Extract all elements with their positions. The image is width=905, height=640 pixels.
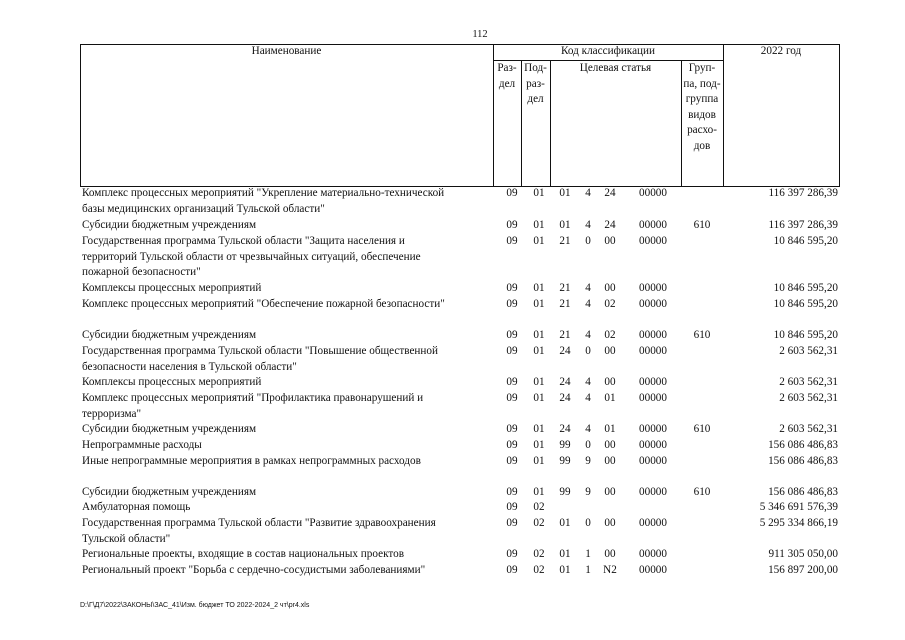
row-razdel: 09 (506, 517, 518, 529)
file-path-footer: D:\Г\Д7\2022\ЗАКОНЫ\ЗАС_41\Изм. бюджет ТО 2022-2024_2 чт\pr4.xls (80, 602, 310, 609)
row-t1: 24 (559, 423, 571, 435)
row-t4: 00000 (639, 187, 667, 199)
row-podrazdel: 01 (533, 298, 545, 310)
row-t1: 01 (559, 187, 571, 199)
row-podrazdel: 02 (533, 517, 545, 529)
row-t3: 00 (604, 548, 616, 560)
row-amount: 2 603 562,31 (779, 345, 838, 357)
row-name-line: базы медицинских организаций Тульской области" (82, 202, 325, 215)
row-podrazdel: 02 (533, 564, 545, 576)
row-name (82, 281, 492, 297)
row-t3: 00 (604, 439, 616, 451)
row-amount: 156 897 200,00 (768, 564, 838, 576)
row-name-line: Региональный проект "Борьба с сердечно-сосудистыми заболеваниями" (82, 564, 426, 576)
header-target: Целевая статья (579, 62, 652, 74)
row-t4: 00000 (639, 517, 667, 529)
row-t2: 9 (585, 455, 591, 467)
row-razdel: 09 (506, 392, 518, 404)
row-t4: 00000 (639, 235, 667, 247)
header-razdel-line: дел (498, 77, 516, 90)
header-year: 2022 год (760, 45, 802, 57)
row-name (82, 391, 492, 422)
row-t2: 1 (585, 548, 591, 560)
row-t1: 99 (559, 455, 571, 467)
row-amount: 156 086 486,83 (768, 455, 838, 467)
row-razdel: 09 (506, 235, 518, 247)
row-name (82, 438, 492, 454)
row-t1: 24 (559, 345, 571, 357)
row-t3: 00 (604, 282, 616, 294)
row-t2: 0 (585, 235, 591, 247)
row-name-line: территорий Тульской области от чрезвычайных ситуаций, обеспечение (82, 250, 421, 263)
row-t4: 00000 (639, 455, 667, 467)
header-vid-line: видов (688, 108, 716, 121)
row-t4: 00000 (639, 392, 667, 404)
row-name-line: Комплекс процессных мероприятий "Обеспечение пожарной безопасности" (82, 298, 445, 310)
row-name-line: Иные непрограммные мероприятия в рамках непрограммных расходов (82, 455, 421, 467)
header-vid-line: Груп- (688, 62, 716, 74)
row-t2: 9 (585, 486, 591, 498)
row-t3: 24 (604, 219, 616, 231)
row-podrazdel: 02 (533, 548, 545, 560)
row-name-line: Непрограммные расходы (82, 439, 202, 451)
row-name-line: Субсидии бюджетным учреждениям (82, 486, 257, 498)
row-razdel: 09 (506, 564, 518, 576)
row-name (82, 297, 492, 313)
row-t1: 21 (559, 329, 571, 341)
row-podrazdel: 01 (533, 455, 545, 467)
row-t4: 00000 (639, 548, 667, 560)
header-vid (681, 61, 723, 154)
header-name: Наименование (251, 45, 322, 57)
row-t4: 00000 (639, 376, 667, 388)
row-t4: 00000 (639, 423, 667, 435)
header-vid-line: па, под- (683, 77, 721, 90)
row-t4: 00000 (639, 219, 667, 231)
row-name (82, 328, 492, 344)
row-amount: 156 086 486,83 (768, 486, 838, 498)
row-name-line: Комплекс процессных мероприятий "Профилактика правонарушений и (82, 392, 424, 404)
row-amount: 2 603 562,31 (779, 376, 838, 388)
row-name (82, 563, 492, 579)
row-name (82, 375, 492, 391)
row-name-line: пожарной безопасности" (82, 266, 201, 278)
row-t3: 02 (604, 329, 616, 341)
row-t4: 00000 (639, 345, 667, 357)
row-amount: 911 305 050,00 (768, 548, 838, 560)
row-amount: 5 346 691 576,39 (759, 501, 838, 513)
row-t3: 01 (604, 392, 616, 404)
row-t1: 01 (559, 219, 571, 231)
row-t3: 02 (604, 298, 616, 310)
row-t3: 00 (604, 517, 616, 529)
row-podrazdel: 01 (533, 439, 545, 451)
row-name-line: безопасности населения в Тульской области" (82, 360, 297, 373)
header-razdel (493, 61, 521, 92)
row-t1: 21 (559, 282, 571, 294)
row-razdel: 09 (506, 282, 518, 294)
row-t3: 00 (604, 345, 616, 357)
row-t2: 4 (585, 298, 591, 310)
row-name-line: Амбулаторная помощь (82, 501, 191, 513)
row-t2: 0 (585, 345, 591, 357)
row-podrazdel: 01 (533, 423, 545, 435)
row-t2: 1 (585, 564, 591, 576)
row-t2: 4 (585, 329, 591, 341)
row-name-line: Государственная программа Тульской области "Повышение общественной (82, 345, 438, 357)
row-amount: 2 603 562,31 (779, 392, 838, 404)
row-razdel: 09 (506, 423, 518, 435)
row-razdel: 09 (506, 501, 518, 513)
row-name-line: Субсидии бюджетным учреждениям (82, 423, 257, 435)
row-amount: 116 397 286,39 (768, 187, 838, 199)
row-t3: 24 (604, 187, 616, 199)
row-amount: 5 295 334 866,19 (759, 517, 838, 529)
row-t4: 00000 (639, 439, 667, 451)
row-t1: 01 (559, 548, 571, 560)
row-t1: 01 (559, 517, 571, 529)
row-amount: 10 846 595,20 (773, 282, 838, 294)
row-t2: 4 (585, 376, 591, 388)
row-name-line: Тульской области" (82, 532, 171, 545)
row-t1: 01 (559, 564, 571, 576)
row-name-line: Комплексы процессных мероприятий (82, 282, 262, 294)
row-name-line: Субсидии бюджетным учреждениям (82, 329, 257, 341)
row-name (82, 234, 492, 281)
row-name (82, 218, 492, 234)
row-t4: 00000 (639, 282, 667, 294)
row-podrazdel: 01 (533, 345, 545, 357)
header-podrazdel-line: Под- (524, 62, 547, 74)
row-podrazdel: 01 (533, 376, 545, 388)
row-name-line: терроризма" (82, 407, 142, 420)
row-podrazdel: 01 (533, 329, 545, 341)
row-podrazdel: 01 (533, 282, 545, 294)
row-t1: 99 (559, 486, 571, 498)
row-vid: 610 (693, 219, 711, 231)
row-podrazdel: 01 (533, 486, 545, 498)
row-name-line: Субсидии бюджетным учреждениям (82, 219, 257, 231)
header-razdel-line: Раз- (497, 62, 517, 74)
row-razdel: 09 (506, 455, 518, 467)
row-t2: 4 (585, 187, 591, 199)
row-t2: 4 (585, 282, 591, 294)
row-t1: 24 (559, 376, 571, 388)
header-vid-line: группа (685, 93, 719, 105)
row-amount: 156 086 486,83 (768, 439, 838, 451)
row-name (82, 186, 492, 217)
row-razdel: 09 (506, 187, 518, 199)
row-razdel: 09 (506, 548, 518, 560)
row-razdel: 09 (506, 376, 518, 388)
row-amount: 10 846 595,20 (773, 329, 838, 341)
row-razdel: 09 (506, 486, 518, 498)
row-t1: 24 (559, 392, 571, 404)
row-name (82, 547, 492, 563)
header-podrazdel-line: дел (527, 93, 544, 105)
row-t4: 00000 (639, 564, 667, 576)
row-podrazdel: 01 (533, 235, 545, 247)
row-podrazdel: 01 (533, 187, 545, 199)
row-razdel: 09 (506, 219, 518, 231)
row-vid: 610 (693, 486, 711, 498)
row-name-line: Региональные проекты, входящие в состав национальных проектов (82, 548, 404, 560)
row-razdel: 09 (506, 439, 518, 451)
row-name-line: Государственная программа Тульской области "Защита населения и (82, 235, 405, 247)
row-amount: 10 846 595,20 (773, 298, 838, 310)
row-podrazdel: 01 (533, 219, 545, 231)
row-vid: 610 (693, 423, 711, 435)
row-t3: 00 (604, 376, 616, 388)
row-name (82, 344, 492, 375)
row-razdel: 09 (506, 298, 518, 310)
row-name (82, 422, 492, 438)
row-t1: 99 (559, 439, 571, 451)
row-name (82, 485, 492, 501)
row-t2: 4 (585, 219, 591, 231)
row-razdel: 09 (506, 329, 518, 341)
header-code-group: Код классификации (561, 45, 655, 57)
row-t2: 0 (585, 517, 591, 529)
row-name (82, 454, 492, 470)
row-amount: 2 603 562,31 (779, 423, 838, 435)
row-podrazdel: 02 (533, 501, 545, 513)
header-vid-line: дов (693, 139, 711, 152)
row-t4: 00000 (639, 329, 667, 341)
row-t3: 00 (604, 455, 616, 467)
page-number: 112 (472, 29, 488, 40)
header-vid-line: расхо- (687, 124, 717, 136)
row-name (82, 516, 492, 547)
row-name-line: Комплекс процессных мероприятий "Укрепление материально-технической (82, 187, 445, 199)
row-t2: 4 (585, 423, 591, 435)
row-t2: 4 (585, 392, 591, 404)
row-razdel: 09 (506, 345, 518, 357)
row-t3: 01 (604, 423, 616, 435)
row-t3: 00 (604, 486, 616, 498)
row-vid: 610 (693, 329, 711, 341)
row-t4: 00000 (639, 298, 667, 310)
header-podrazdel-line: раз- (526, 77, 545, 90)
row-amount: 116 397 286,39 (768, 219, 838, 231)
header-podrazdel (521, 61, 550, 108)
row-t3: N2 (603, 564, 617, 576)
row-name (82, 500, 492, 516)
row-t4: 00000 (639, 486, 667, 498)
row-name-line: Государственная программа Тульской области "Развитие здравоохранения (82, 517, 436, 529)
row-name-line: Комплексы процессных мероприятий (82, 376, 262, 388)
row-t1: 21 (559, 235, 571, 247)
row-t2: 0 (585, 439, 591, 451)
row-podrazdel: 01 (533, 392, 545, 404)
row-amount: 10 846 595,20 (773, 235, 838, 247)
row-t3: 00 (604, 235, 616, 247)
row-t1: 21 (559, 298, 571, 310)
